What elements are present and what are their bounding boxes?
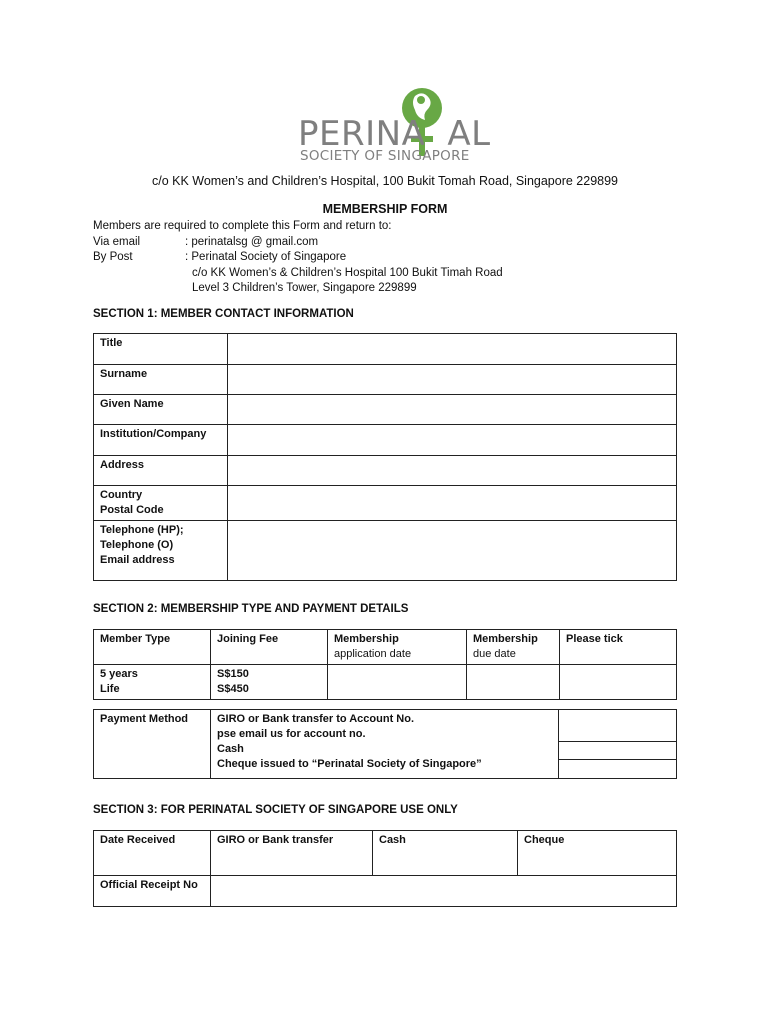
email-value: : perinatalsg @ gmail.com — [185, 235, 319, 248]
intro-block — [93, 219, 503, 297]
field-label: Surname — [94, 365, 228, 395]
payment-pse: pse email us for account no. — [217, 728, 366, 740]
section3-heading: SECTION 3: FOR PERINATAL SOCIETY OF SINGAPORE USE ONLY — [93, 804, 458, 816]
payment-giro: GIRO or Bank transfer to Account No. — [217, 713, 415, 725]
post-value: : Perinatal Society of Singapore — [185, 251, 347, 263]
post-label: By Post — [93, 251, 133, 263]
header-member-type: Member Type — [94, 630, 211, 665]
surname-input[interactable] — [228, 365, 677, 395]
payment-cash: Cash — [217, 743, 244, 755]
app-date-input[interactable] — [328, 665, 467, 700]
section2-heading: SECTION 2: MEMBERSHIP TYPE AND PAYMENT DETAILS — [93, 603, 409, 615]
header-due-date: Membership due date — [467, 630, 560, 665]
office-use-table — [93, 830, 677, 907]
payment-method-label: Payment Method — [94, 710, 211, 779]
date-received-label: Date Received — [94, 831, 211, 876]
giro-label: GIRO or Bank transfer — [211, 831, 373, 876]
telephone-email-input[interactable] — [228, 521, 677, 581]
table-row — [94, 665, 677, 700]
email-label: Via email — [93, 235, 141, 248]
cash-label: Cash — [373, 831, 518, 876]
header-tick: Please tick — [560, 630, 677, 665]
tick-box-cheque[interactable] — [559, 760, 676, 778]
address-input[interactable] — [228, 456, 677, 486]
post-line-2: c/o KK Women’s & Children’s Hospital 100 Bukit Timah Road — [192, 266, 503, 279]
cheque-label: Cheque — [518, 831, 677, 876]
tick-box[interactable] — [560, 665, 677, 700]
receipt-input[interactable] — [211, 876, 677, 907]
country-postal-input[interactable] — [228, 486, 677, 521]
post-line-3: Level 3 Children’s Tower, Singapore 229899 — [192, 282, 417, 294]
field-label: Given Name — [94, 395, 228, 425]
address-line: c/o KK Women’s and Children’s Hospital, 100 Bukit Tomah Road, Singapore 229899 — [151, 174, 619, 188]
membership-table — [93, 629, 677, 700]
institution-input[interactable] — [228, 425, 677, 456]
payment-tick-column — [559, 710, 677, 779]
section1-heading: SECTION 1: MEMBER CONTACT INFORMATION — [93, 308, 354, 320]
logo-subtitle: SOCIETY OF SINGAPORE — [300, 148, 470, 164]
field-label: Telephone (HP); Telephone (O) Email address — [94, 521, 228, 581]
member-type-cell: 5 years Life — [94, 665, 211, 700]
fee-cell: S$150 S$450 — [211, 665, 328, 700]
field-label: Institution/Company — [94, 425, 228, 456]
field-label: Address — [94, 456, 228, 486]
title-input[interactable] — [228, 334, 677, 365]
field-label: Country Postal Code — [94, 486, 228, 521]
due-date-input[interactable] — [467, 665, 560, 700]
payment-table — [93, 709, 677, 779]
receipt-label: Official Receipt No — [94, 876, 211, 907]
tick-box-giro[interactable] — [559, 710, 676, 742]
payment-cheque: Cheque issued to “Perinatal Society of Singapore” — [217, 758, 482, 770]
logo-wordmark: PERINA AL — [298, 114, 491, 154]
field-label: Title — [94, 334, 228, 365]
given-name-input[interactable] — [228, 395, 677, 425]
header-app-date: Membership application date — [328, 630, 467, 665]
contact-table — [93, 333, 677, 581]
tick-box-cash[interactable] — [559, 742, 676, 760]
header-joining-fee: Joining Fee — [211, 630, 328, 665]
society-logo — [298, 86, 491, 166]
intro-line: Members are required to complete this Form and return to: — [93, 220, 392, 232]
form-title: MEMBERSHIP FORM — [322, 202, 448, 216]
payment-options — [211, 710, 559, 779]
